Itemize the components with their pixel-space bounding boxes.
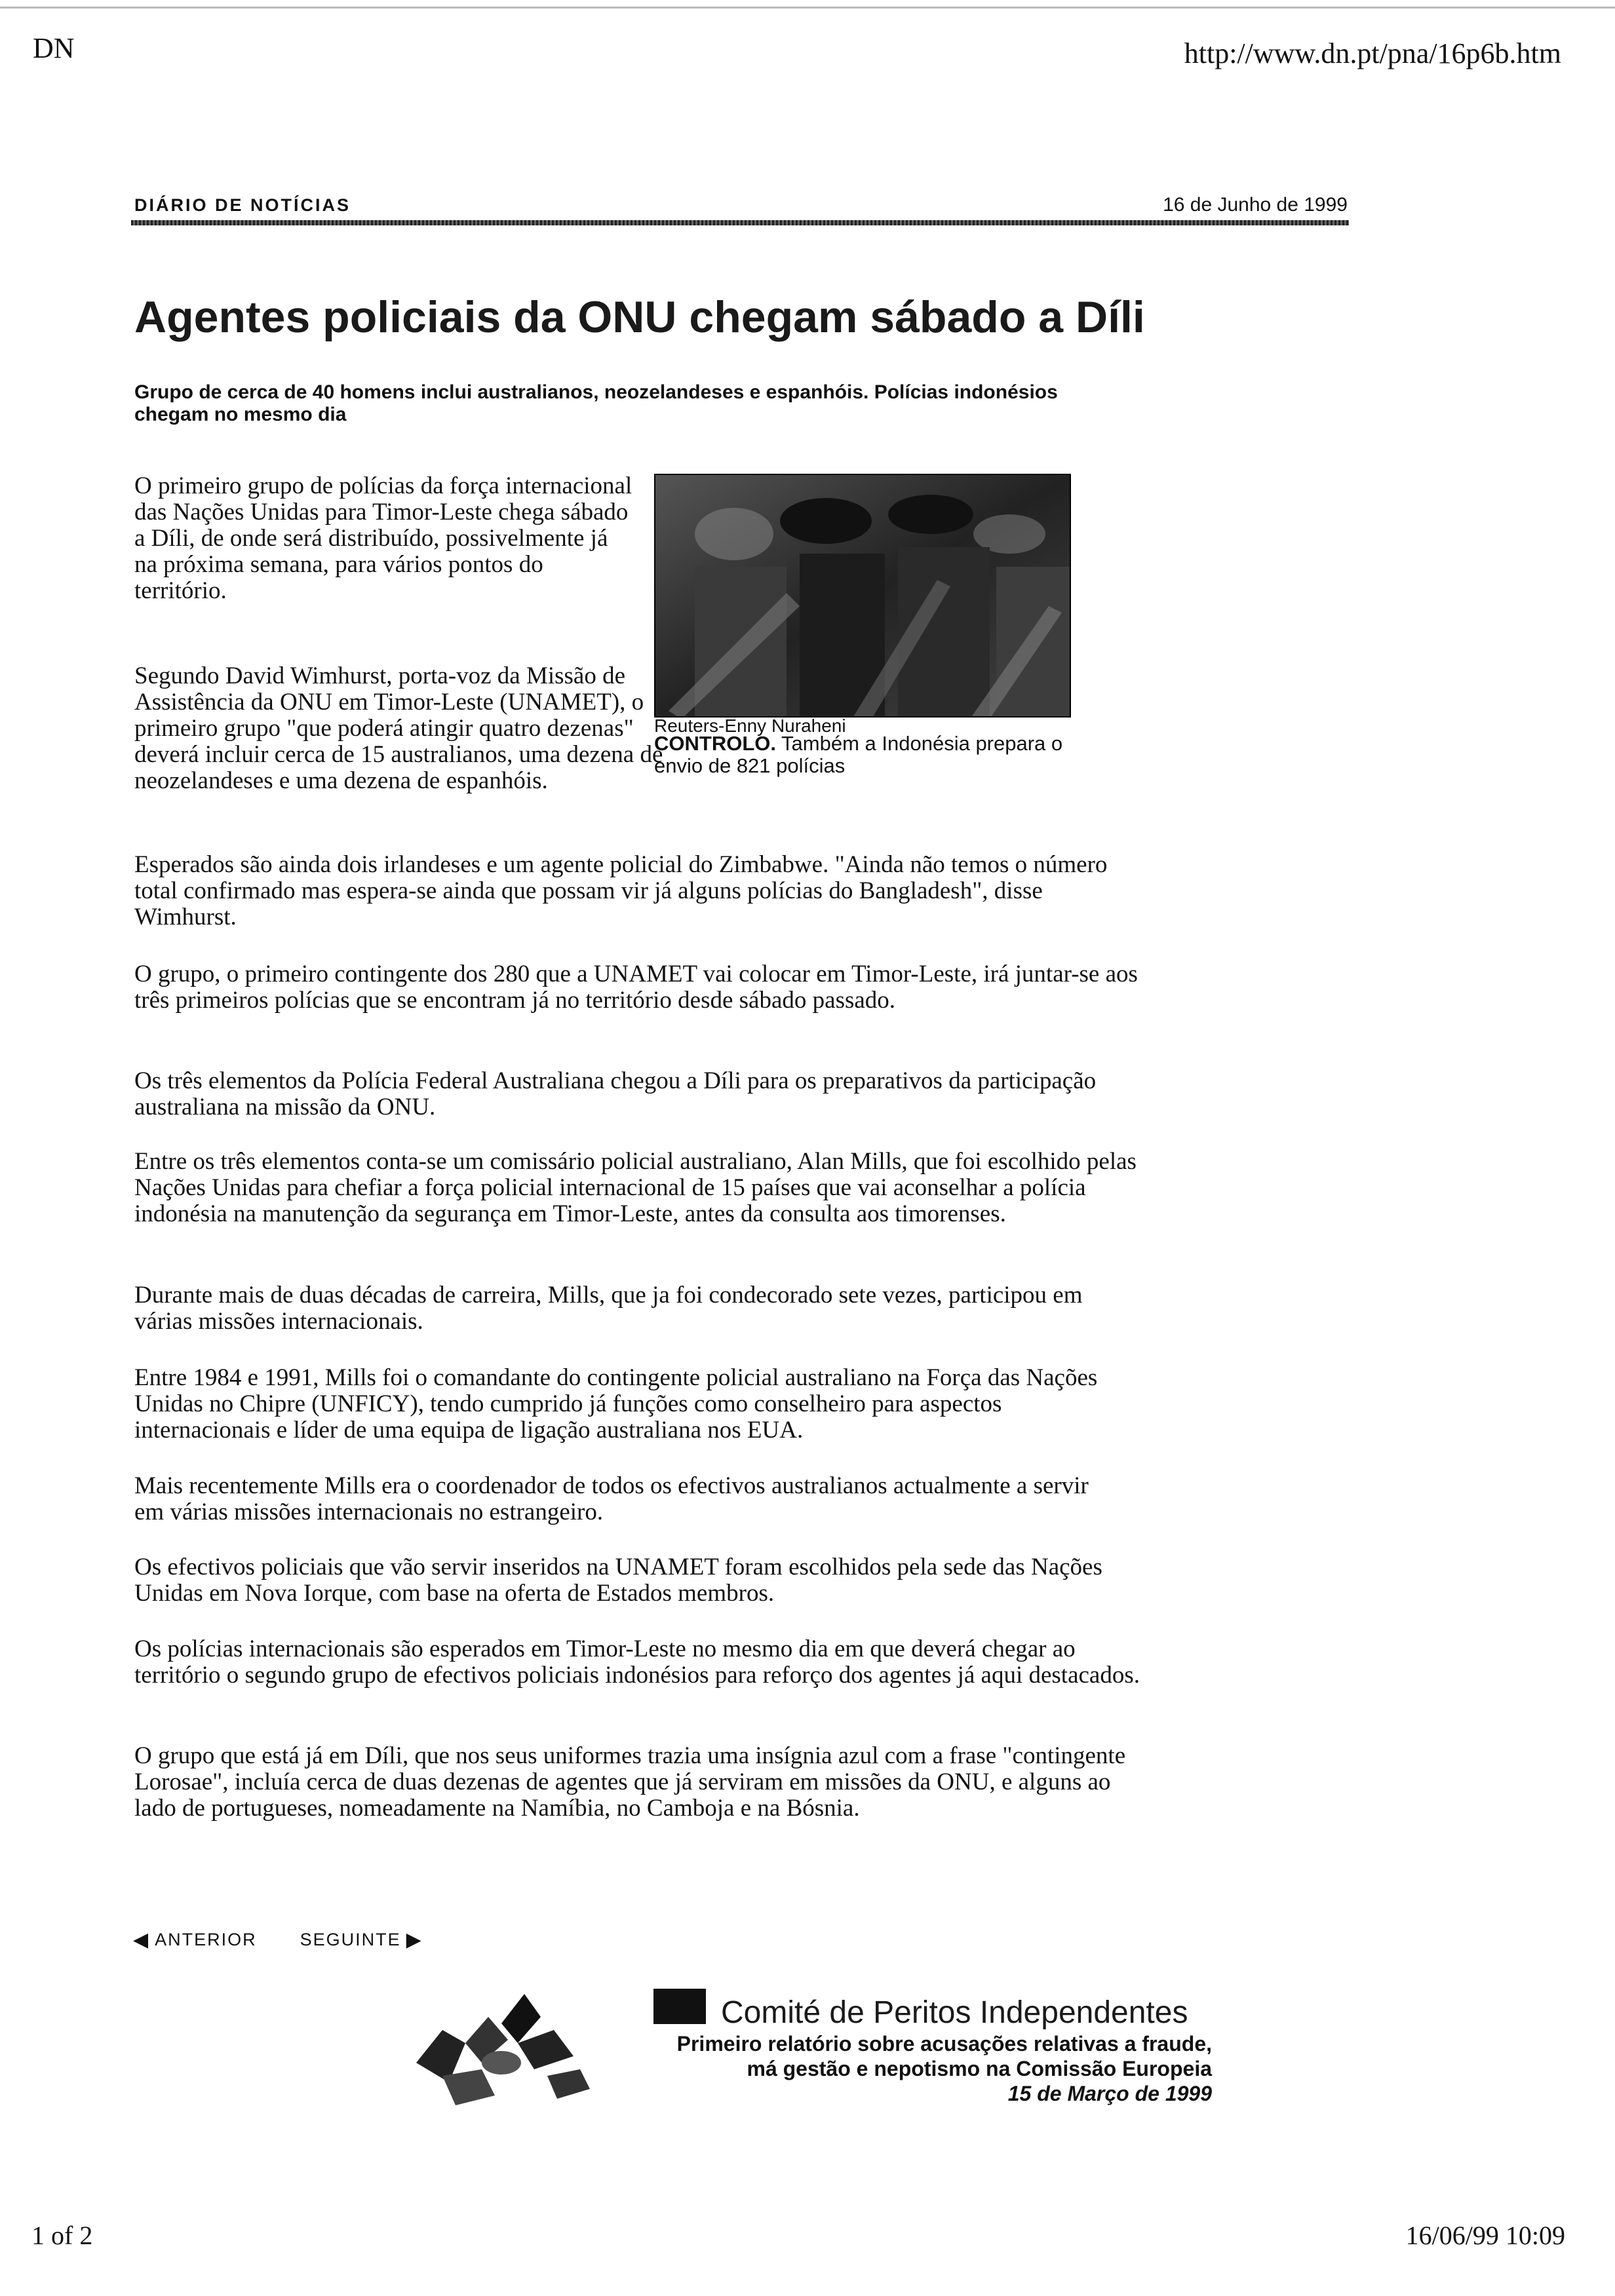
- arrow-left-icon: ◀: [133, 1929, 150, 1951]
- masthead-logo: DIÁRIO DE NOTÍCIAS: [134, 195, 351, 215]
- next-label: SEGUINTE: [300, 1930, 401, 1949]
- article-paragraph: Esperados são ainda dois irlandeses e um agente policial do Zimbabwe. "Ainda não temos o número total confirmado mas espera-se ainda que possam vir já alguns polícias do Bangladesh", disse Wimhurst.: [134, 851, 1108, 930]
- caption-text: Também a Indonésia prepara o envio de 821 polícias: [654, 732, 1063, 777]
- article-paragraph: Segundo David Wimhurst, porta-voz da Missão de Assistência da ONU em Timor-Leste (UNAMET), o primeiro grupo "que poderá atingir quatro dezenas" deverá incluir cerca de 15 australianos, uma dezena de neozelandeses e uma dezena de espanhóis.: [134, 662, 663, 794]
- committee-logo: [403, 1978, 600, 2109]
- article-paragraph: Mais recentemente Mills era o coordenador de todos os efectivos australianos actualmente a servir em várias missões internacionais no estrangeiro.: [134, 1472, 1089, 1525]
- publication-date: 16 de Junho de 1999: [1163, 194, 1348, 216]
- browser-page-title: DN: [33, 32, 75, 64]
- article-headline: Agentes policiais da ONU chegam sábado a Díli: [134, 292, 1145, 342]
- article-paragraph: Entre os três elementos conta-se um comissário policial australiano, Alan Mills, que foi escolhido pelas Nações Unidas para chefiar a força policial internacional de 15 países que vai aconselhar a polícia indonésia na manutenção da segurança em Timor-Leste, antes da consulta aos timorenses.: [134, 1148, 1137, 1227]
- article-paragraph: O primeiro grupo de polícias da força internacional das Nações Unidas para Timor-Leste chega sábado a Díli, de onde será distribuído, possivelmente já na próxima semana, para vários pontos do território.: [134, 472, 632, 604]
- top-rule: [0, 7, 1615, 9]
- previous-label: ANTERIOR: [155, 1930, 257, 1949]
- arrow-right-icon: ▶: [406, 1929, 423, 1951]
- committee-line: má gestão e nepotismo na Comissão Europeia: [747, 2057, 1212, 2080]
- photo-credit: Reuters-Enny Nuraheni: [654, 716, 846, 736]
- header-divider: [131, 220, 1349, 225]
- article-paragraph: Entre 1984 e 1991, Mills foi o comandante do contingente policial australiano na Força das Nações Unidas no Chipre (UNFICY), tendo cumprido já funções como conselheiro para aspectos internacionais e líder de uma equipa de ligação australiana nos EUA.: [134, 1364, 1098, 1444]
- article-navigation: [128, 1928, 428, 1951]
- article-paragraph: O grupo que está já em Díli, que nos seus uniformes trazia uma insígnia azul com a frase "contingente Lorosae", incluía cerca de duas dezenas de agentes que já serviram em missões da ONU, e alguns ao lado de portugueses, nomeadamente na Namíbia, no Camboja e na Bósnia.: [134, 1742, 1126, 1822]
- committee-date: 15 de Março de 1999: [1007, 2082, 1212, 2105]
- article-photo: [654, 474, 1071, 718]
- article-lead: Grupo de cerca de 40 homens inclui australianos, neozelandeses e espanhóis. Polícias indonésios chegam no mesmo dia: [134, 381, 1058, 425]
- article-paragraph: O grupo, o primeiro contingente dos 280 que a UNAMET vai colocar em Timor-Leste, irá juntar-se aos três primeiros polícias que se encontram já no território desde sábado passado.: [134, 961, 1138, 1014]
- committee-line: Primeiro relatório sobre acusações relativas a fraude,: [676, 2032, 1212, 2056]
- committee-logo-icon: [403, 1978, 600, 2109]
- page-url: http://www.dn.pt/pna/16p6b.htm: [1184, 37, 1561, 69]
- soldiers-photo-image: [655, 475, 1071, 718]
- article-paragraph: Os polícias internacionais são esperados em Timor-Leste no mesmo dia em que deverá chegar ao território o segundo grupo de efectivos policiais indonésios para reforço dos agentes já aqui destacados.: [134, 1636, 1140, 1689]
- page-count: 1 of 2: [31, 2221, 93, 2250]
- photo-caption: [654, 733, 1100, 777]
- article-paragraph: Os efectivos policiais que vão servir inseridos na UNAMET foram escolhidos pela sede das Nações Unidas em Nova Iorque, com base na oferta de Estados membros.: [134, 1554, 1102, 1607]
- next-link[interactable]: [300, 1928, 428, 1951]
- article-paragraph: Os três elementos da Polícia Federal Australiana chegou a Díli para os preparativos da participação australiana na missão da ONU.: [134, 1067, 1097, 1120]
- eu-flag-icon: [653, 1989, 706, 2024]
- previous-link[interactable]: [128, 1928, 257, 1951]
- caption-label: CONTROLO.: [654, 732, 776, 755]
- print-timestamp: 16/06/99 10:09: [1405, 2221, 1565, 2250]
- article-paragraph: Durante mais de duas décadas de carreira, Mills, que ja foi condecorado sete vezes, participou em várias missões internacionais.: [134, 1282, 1083, 1335]
- committee-title: Comité de Peritos Independentes: [721, 1995, 1188, 2030]
- committee-report-info: [677, 2031, 1212, 2106]
